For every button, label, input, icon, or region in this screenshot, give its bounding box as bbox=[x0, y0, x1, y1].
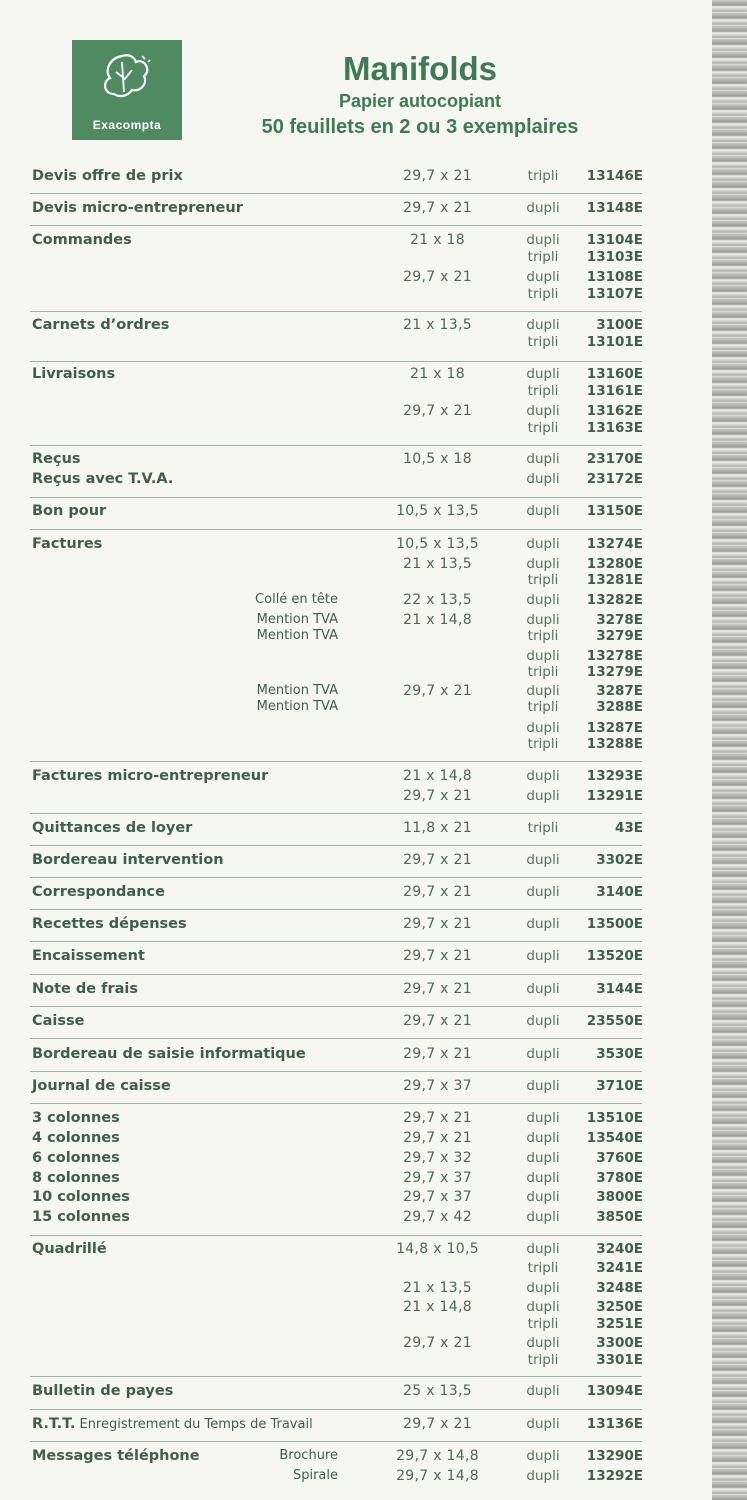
product-name: Bon pour bbox=[32, 503, 107, 519]
product-format: 29,7 x 21 bbox=[403, 1335, 472, 1351]
product-reference: 13094E bbox=[586, 1383, 643, 1399]
row-separator bbox=[30, 1006, 642, 1007]
product-name: Reçus bbox=[32, 451, 81, 467]
product-format: 29,7 x 21 bbox=[403, 884, 472, 900]
copies-type: dupli bbox=[526, 471, 560, 487]
row-separator bbox=[30, 497, 642, 498]
product-name: 8 colonnes bbox=[32, 1170, 120, 1186]
copies-type: dupli bbox=[526, 1448, 560, 1464]
product-format: 21 x 14,8 bbox=[403, 768, 472, 784]
copies-type: dupli bbox=[526, 768, 560, 784]
product-name: Quadrillé bbox=[32, 1241, 107, 1257]
product-reference: 13101E bbox=[586, 334, 643, 350]
copies-type: dupli bbox=[526, 1280, 560, 1296]
row-separator bbox=[30, 1103, 642, 1104]
product-reference: 13540E bbox=[586, 1130, 643, 1146]
product-format: 29,7 x 21 bbox=[403, 1110, 472, 1126]
product-reference: 3301E bbox=[596, 1352, 643, 1368]
product-reference: 3760E bbox=[596, 1150, 643, 1166]
row-separator bbox=[30, 813, 642, 814]
product-reference: 13279E bbox=[586, 664, 643, 680]
copies-type: dupli bbox=[526, 648, 560, 664]
copies-type: dupli bbox=[526, 1209, 560, 1225]
product-reference: 13280E bbox=[586, 556, 643, 572]
product-format: 21 x 13,5 bbox=[403, 556, 472, 572]
product-name: Note de frais bbox=[32, 981, 139, 997]
row-separator bbox=[30, 361, 642, 362]
copies-type: dupli bbox=[526, 1189, 560, 1205]
product-reference: 3800E bbox=[596, 1189, 643, 1205]
copies-type: tripli bbox=[527, 168, 559, 184]
row-separator bbox=[30, 1235, 642, 1236]
product-reference: 13163E bbox=[586, 420, 643, 436]
copies-type: tripli bbox=[527, 664, 559, 680]
product-name: Recettes dépenses bbox=[32, 916, 187, 932]
product-reference: 13150E bbox=[586, 503, 643, 519]
row-separator bbox=[30, 1376, 642, 1377]
product-format: 29,7 x 32 bbox=[403, 1150, 472, 1166]
copies-type: dupli bbox=[526, 269, 560, 285]
product-format: 29,7 x 42 bbox=[403, 1209, 472, 1225]
copies-type: dupli bbox=[526, 683, 560, 699]
copies-type: tripli bbox=[527, 820, 559, 836]
product-format: 21 x 13,5 bbox=[403, 317, 472, 333]
row-separator bbox=[30, 1038, 642, 1039]
product-variant: Mention TVA bbox=[256, 699, 338, 714]
product-format: 29,7 x 37 bbox=[403, 1078, 472, 1094]
product-format: 29,7 x 21 bbox=[403, 200, 472, 216]
product-reference: 13103E bbox=[586, 249, 643, 265]
exacompta-logo bbox=[72, 40, 182, 140]
row-separator bbox=[30, 845, 642, 846]
copies-type: dupli bbox=[526, 592, 560, 608]
product-reference: 13104E bbox=[586, 232, 643, 248]
product-format: 29,7 x 21 bbox=[403, 948, 472, 964]
copies-type: dupli bbox=[526, 916, 560, 932]
product-name: Devis offre de prix bbox=[32, 168, 183, 184]
product-format: 21 x 18 bbox=[410, 366, 465, 382]
copies-type: tripli bbox=[527, 628, 559, 644]
product-variant: Mention TVA bbox=[256, 628, 338, 643]
copies-type: dupli bbox=[526, 884, 560, 900]
product-name-detail: Enregistrement du Temps de Travail bbox=[75, 1417, 313, 1432]
product-format: 21 x 14,8 bbox=[403, 1299, 472, 1315]
copies-type: tripli bbox=[527, 736, 559, 752]
copies-type: tripli bbox=[527, 1352, 559, 1368]
product-format: 29,7 x 21 bbox=[403, 1416, 472, 1432]
copies-type: dupli bbox=[526, 788, 560, 804]
product-reference: 13292E bbox=[586, 1468, 643, 1484]
copies-type: dupli bbox=[526, 1130, 560, 1146]
product-reference: 3140E bbox=[596, 884, 643, 900]
copies-type: dupli bbox=[526, 403, 560, 419]
product-format: 29,7 x 21 bbox=[403, 981, 472, 997]
product-reference: 13500E bbox=[586, 916, 643, 932]
product-reference: 3248E bbox=[596, 1280, 643, 1296]
product-reference: 3100E bbox=[596, 317, 643, 333]
product-reference: 13160E bbox=[586, 366, 643, 382]
product-name: Carnets d’ordres bbox=[32, 317, 170, 333]
product-format: 10,5 x 18 bbox=[403, 451, 472, 467]
product-reference: 3850E bbox=[596, 1209, 643, 1225]
product-name: 15 colonnes bbox=[32, 1209, 130, 1225]
product-reference: 3251E bbox=[596, 1316, 643, 1332]
product-format: 29,7 x 21 bbox=[403, 916, 472, 932]
product-reference: 3279E bbox=[596, 628, 643, 644]
copies-type: dupli bbox=[526, 1416, 560, 1432]
page-subtitle-detail: 50 feuillets en 2 ou 3 exemplaires bbox=[261, 116, 579, 138]
product-variant: Collé en tête bbox=[255, 592, 338, 607]
product-format: 29,7 x 21 bbox=[403, 1130, 472, 1146]
product-format: 29,7 x 21 bbox=[403, 788, 472, 804]
row-separator bbox=[30, 1409, 642, 1410]
product-reference: 3278E bbox=[596, 612, 643, 628]
copies-type: tripli bbox=[527, 420, 559, 436]
product-format: 29,7 x 21 bbox=[403, 168, 472, 184]
copies-type: dupli bbox=[526, 536, 560, 552]
product-variant: Spirale bbox=[292, 1468, 338, 1483]
copies-type: dupli bbox=[526, 366, 560, 382]
product-name: 3 colonnes bbox=[32, 1110, 120, 1126]
product-format: 14,8 x 10,5 bbox=[396, 1241, 479, 1257]
product-reference: 13290E bbox=[586, 1448, 643, 1464]
product-name: Messages téléphone bbox=[32, 1448, 200, 1464]
copies-type: dupli bbox=[526, 1078, 560, 1094]
product-format: 21 x 13,5 bbox=[403, 1280, 472, 1296]
product-reference: 13287E bbox=[586, 720, 643, 736]
copies-type: tripli bbox=[527, 286, 559, 302]
copies-type: tripli bbox=[527, 572, 559, 588]
product-reference: 13148E bbox=[586, 200, 643, 216]
row-separator bbox=[30, 193, 642, 194]
product-format: 10,5 x 13,5 bbox=[396, 503, 479, 519]
product-reference: 3287E bbox=[596, 683, 643, 699]
product-variant: Mention TVA bbox=[256, 683, 338, 698]
copies-type: dupli bbox=[526, 451, 560, 467]
copies-type: tripli bbox=[527, 699, 559, 715]
product-reference: 3288E bbox=[596, 699, 643, 715]
product-name: Factures micro-entrepreneur bbox=[32, 768, 269, 784]
product-name: Bordereau intervention bbox=[32, 852, 224, 868]
product-name: Commandes bbox=[32, 232, 132, 248]
copies-type: dupli bbox=[526, 948, 560, 964]
product-name: R.T.T. Enregistrement du Temps de Travail bbox=[32, 1416, 313, 1432]
product-variant: Mention TVA bbox=[256, 612, 338, 627]
product-reference: 23170E bbox=[586, 451, 643, 467]
product-reference: 23172E bbox=[586, 471, 643, 487]
product-format: 29,7 x 21 bbox=[403, 1046, 472, 1062]
product-name: 10 colonnes bbox=[32, 1189, 130, 1205]
row-separator bbox=[30, 311, 642, 312]
product-variant: Brochure bbox=[279, 1448, 338, 1463]
product-reference: 13288E bbox=[586, 736, 643, 752]
copies-type: dupli bbox=[526, 1110, 560, 1126]
row-separator bbox=[30, 1071, 642, 1072]
product-format: 29,7 x 37 bbox=[403, 1189, 472, 1205]
row-separator bbox=[30, 909, 642, 910]
copies-type: dupli bbox=[526, 200, 560, 216]
copies-type: tripli bbox=[527, 1260, 559, 1276]
copies-type: tripli bbox=[527, 383, 559, 399]
copies-type: dupli bbox=[526, 556, 560, 572]
product-name: Journal de caisse bbox=[32, 1078, 171, 1094]
product-reference: 3250E bbox=[596, 1299, 643, 1315]
product-reference: 13274E bbox=[586, 536, 643, 552]
copies-type: dupli bbox=[526, 232, 560, 248]
product-format: 10,5 x 13,5 bbox=[396, 536, 479, 552]
product-reference: 13136E bbox=[586, 1416, 643, 1432]
copies-type: dupli bbox=[526, 720, 560, 736]
copies-type: dupli bbox=[526, 1241, 560, 1257]
product-format: 21 x 14,8 bbox=[403, 612, 472, 628]
product-name: Devis micro-entrepreneur bbox=[32, 200, 243, 216]
row-separator bbox=[30, 1441, 642, 1442]
product-name: Correspondance bbox=[32, 884, 165, 900]
product-reference: 43E bbox=[614, 820, 643, 836]
product-format: 29,7 x 21 bbox=[403, 852, 472, 868]
copies-type: dupli bbox=[526, 1046, 560, 1062]
row-separator bbox=[30, 529, 642, 530]
product-reference: 3241E bbox=[596, 1260, 643, 1276]
copies-type: dupli bbox=[526, 1383, 560, 1399]
copies-type: dupli bbox=[526, 981, 560, 997]
product-format: 21 x 18 bbox=[410, 232, 465, 248]
product-reference: 13107E bbox=[586, 286, 643, 302]
product-name: Caisse bbox=[32, 1013, 85, 1029]
copies-type: dupli bbox=[526, 1335, 560, 1351]
product-name: 4 colonnes bbox=[32, 1130, 120, 1146]
product-reference: 3144E bbox=[596, 981, 643, 997]
product-name: Encaissement bbox=[32, 948, 145, 964]
product-reference: 13146E bbox=[586, 168, 643, 184]
product-reference: 13282E bbox=[586, 592, 643, 608]
row-separator bbox=[30, 225, 642, 226]
product-reference: 13293E bbox=[586, 768, 643, 784]
product-reference: 13108E bbox=[586, 269, 643, 285]
product-reference: 3780E bbox=[596, 1170, 643, 1186]
copies-type: dupli bbox=[526, 852, 560, 868]
row-separator bbox=[30, 941, 642, 942]
product-format: 29,7 x 14,8 bbox=[396, 1468, 479, 1484]
product-reference: 3710E bbox=[596, 1078, 643, 1094]
product-format: 22 x 13,5 bbox=[403, 592, 472, 608]
product-name: Livraisons bbox=[32, 366, 116, 382]
copies-type: dupli bbox=[526, 1468, 560, 1484]
product-reference: 13278E bbox=[586, 648, 643, 664]
copies-type: dupli bbox=[526, 317, 560, 333]
row-separator bbox=[30, 761, 642, 762]
page-title: Manifolds bbox=[343, 50, 497, 87]
product-name: Factures bbox=[32, 536, 103, 552]
copies-type: dupli bbox=[526, 1170, 560, 1186]
copies-type: dupli bbox=[526, 503, 560, 519]
product-reference: 13520E bbox=[586, 948, 643, 964]
row-separator bbox=[30, 877, 642, 878]
row-separator bbox=[30, 974, 642, 975]
brand-name: Exacompta bbox=[92, 118, 162, 132]
product-reference: 3240E bbox=[596, 1241, 643, 1257]
copies-type: dupli bbox=[526, 612, 560, 628]
page-subtitle: Papier autocopiant bbox=[338, 91, 502, 111]
product-format: 29,7 x 21 bbox=[403, 683, 472, 699]
copies-type: dupli bbox=[526, 1013, 560, 1029]
product-format: 29,7 x 14,8 bbox=[396, 1448, 479, 1464]
copies-type: dupli bbox=[526, 1299, 560, 1315]
product-format: 11,8 x 21 bbox=[403, 820, 472, 836]
spiral-binding bbox=[712, 0, 747, 1500]
product-reference: 13161E bbox=[586, 383, 643, 399]
product-reference: 13291E bbox=[586, 788, 643, 804]
product-name: Bordereau de saisie informatique bbox=[32, 1046, 306, 1062]
copies-type: tripli bbox=[527, 249, 559, 265]
product-reference: 13162E bbox=[586, 403, 643, 419]
product-name: Reçus avec T.V.A. bbox=[32, 471, 174, 487]
leaf-icon bbox=[92, 48, 162, 108]
copies-type: tripli bbox=[527, 334, 559, 350]
product-reference: 23550E bbox=[586, 1013, 643, 1029]
product-format: 29,7 x 21 bbox=[403, 269, 472, 285]
product-reference: 3302E bbox=[596, 852, 643, 868]
product-reference: 13510E bbox=[586, 1110, 643, 1126]
copies-type: dupli bbox=[526, 1150, 560, 1166]
product-name: 6 colonnes bbox=[32, 1150, 120, 1166]
product-format: 29,7 x 21 bbox=[403, 1013, 472, 1029]
row-separator bbox=[30, 445, 642, 446]
product-reference: 13281E bbox=[586, 572, 643, 588]
product-reference: 3300E bbox=[596, 1335, 643, 1351]
copies-type: tripli bbox=[527, 1316, 559, 1332]
product-format: 29,7 x 21 bbox=[403, 403, 472, 419]
product-format: 29,7 x 37 bbox=[403, 1170, 472, 1186]
product-name: Quittances de loyer bbox=[32, 820, 193, 836]
product-format: 25 x 13,5 bbox=[403, 1383, 472, 1399]
product-reference: 3530E bbox=[596, 1046, 643, 1062]
product-name: Bulletin de payes bbox=[32, 1383, 174, 1399]
